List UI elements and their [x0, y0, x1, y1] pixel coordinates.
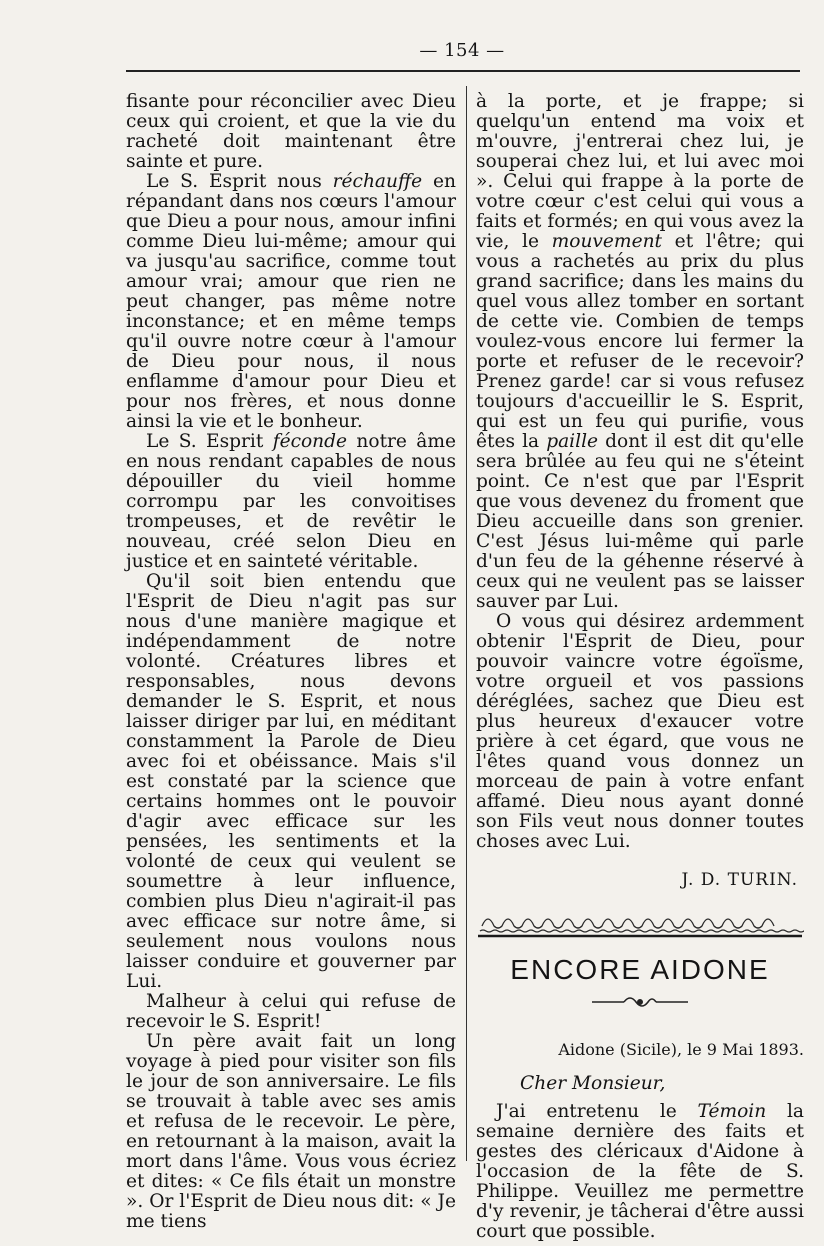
paragraph-malheur: Malheur à celui qui refuse de recevoir le S. Esprit! [126, 991, 456, 1032]
text-run: la semaine dernière des faits et gestes des cléricaux d'Aidone à l'occasion de la fête de S. Philippe. Veuillez me permettre d'y revenir, je tâcherai d'être aussi court que possible. [476, 1101, 804, 1242]
page-number: — 154 — [419, 40, 505, 61]
flourish-icon [580, 992, 700, 1012]
letter-salutation: Cher Monsieur, [520, 1073, 666, 1094]
text-run: J'ai entretenu le [496, 1101, 698, 1122]
ornamental-divider [476, 904, 804, 940]
column-divider [466, 86, 467, 1161]
paragraph-parable: Un père avait fait un long voyage à pied pour visiter son fils le jour de son anniversaire. Le fils se trouvait à table avec ses amis et refusa de le recevoir. Le père, en retournant à la maison, avait la mort dans l'âme. Vous vous écriez et dites: « Ce fils était un monstre ». Or l'Esprit de Dieu nous dit: « Je me tiens [126, 1031, 456, 1232]
letter-dateline: Aidone (Sicile), le 9 Mai 1893. [558, 1040, 804, 1059]
paragraph-continuation [476, 92, 804, 612]
text-run: notre âme en nous rendant capables de nous dépouiller du vieil homme corrompu par les convoitises trompeuses, et de revêtir le nouveau, créé selon Dieu en justice et en sainteté véritable. [126, 431, 456, 572]
paragraph-entendu: Qu'il soit bien entendu que l'Esprit de Dieu n'agit pas sur nous d'une manière magique et indépendamment de notre volonté. Créatures libres et responsables, nous devons demander le S. Esprit, et nous laisser diriger par lui, en méditant constamment la Parole de Dieu avec foi et obéissance. Mais s'il est constaté par la science que certains hommes ont le pouvoir d'agir avec efficace sur les pensées, les sentiments et la volonté de ceux qui veulent se soumettre à leur influence, combien plus Dieu n'agirait-il pas avec efficace sur notre âme, si seulement nous voulons nous laisser conduire et gouverner par Lui. [126, 571, 456, 992]
ornament-border-icon [476, 904, 804, 940]
emphasis-mouvement: mouvement [551, 231, 663, 252]
text-run: à la porte, et je frappe; si quelqu'un entend ma voix et m'ouvre, j'entrerai chez lui, je souperai chez lui, et lui avec moi ». Celui qui frappe à la porte de votre cœur c'est celui qui vous a faits et formés; en qui vous avez la vie, le [476, 91, 804, 252]
title-flourish [476, 992, 804, 1016]
header-rule [126, 70, 800, 72]
paragraph-continuation: fisante pour réconcilier avec Dieu ceux qui croient, et que la vie du racheté doit maintenant être sainte et pure. [126, 91, 456, 172]
paragraph-rechauffe [126, 172, 456, 432]
emphasis-paille: paille [546, 431, 599, 452]
emphasis-temoin: Témoin [697, 1101, 767, 1122]
text-run: dont il est dit qu'elle sera brûlée au feu qui ne s'éteint point. Ce n'est que par l'Esprit que vous devenez du froment que Dieu accueille dans son grenier. C'est Jésus lui-même qui parle d'un feu de la géhenne réservé à ceux qui ne veulent pas se laisser sauver par Lui. [476, 431, 805, 612]
text-run: en répandant dans nos cœurs l'amour que Dieu a pour nous, amour infini comme Dieu lui-même; amour qui va jusqu'au sacrifice, comme tout amour vrai; amour que rien ne peut changer, pas même notre inconstance; et en même temps qu'il ouvre notre cœur à l'amour de Dieu pour nous, il nous enflamme d'amour pour Dieu et pour nos frères, et nous donne ainsi la vie et le bonheur. [126, 171, 456, 432]
text-run: Le S. Esprit [146, 431, 273, 452]
emphasis-feconde: féconde [272, 431, 348, 452]
paragraph-feconde [126, 432, 456, 572]
text-run: et l'être; qui vous a rachetés au prix du plus grand sacrifice; dans les mains du quel vous allez tomber en sortant de cette vie. Combien de temps voulez-vous encore lui fermer la porte et refuser de le recevoir? Prenez garde! car si vous refusez toujours d'accueillir le S. Esprit, qui est un feu qui purifie, vous êtes la [476, 231, 804, 452]
paragraph-letter-body [476, 1102, 804, 1242]
author-signature: J. D. TURIN. [681, 870, 798, 890]
article-title: ENCORE AIDONE [510, 954, 770, 985]
text-run: Le S. Esprit nous [146, 171, 333, 192]
paragraph-o-vous: O vous qui désirez ardemment obtenir l'Esprit de Dieu, pour pouvoir vaincre votre égoïsme, votre orgueil et vos passions déréglées, sachez que Dieu est plus heureux d'exaucer votre prière à cet égard, que vous ne l'êtes quand vous donnez un morceau de pain à votre enfant affamé. Dieu nous ayant donné son Fils veut nous donner toutes choses avec Lui. [476, 611, 804, 852]
emphasis-rechauffe: réchauffe [332, 171, 423, 192]
right-column [476, 92, 804, 1242]
left-column [126, 92, 456, 1232]
